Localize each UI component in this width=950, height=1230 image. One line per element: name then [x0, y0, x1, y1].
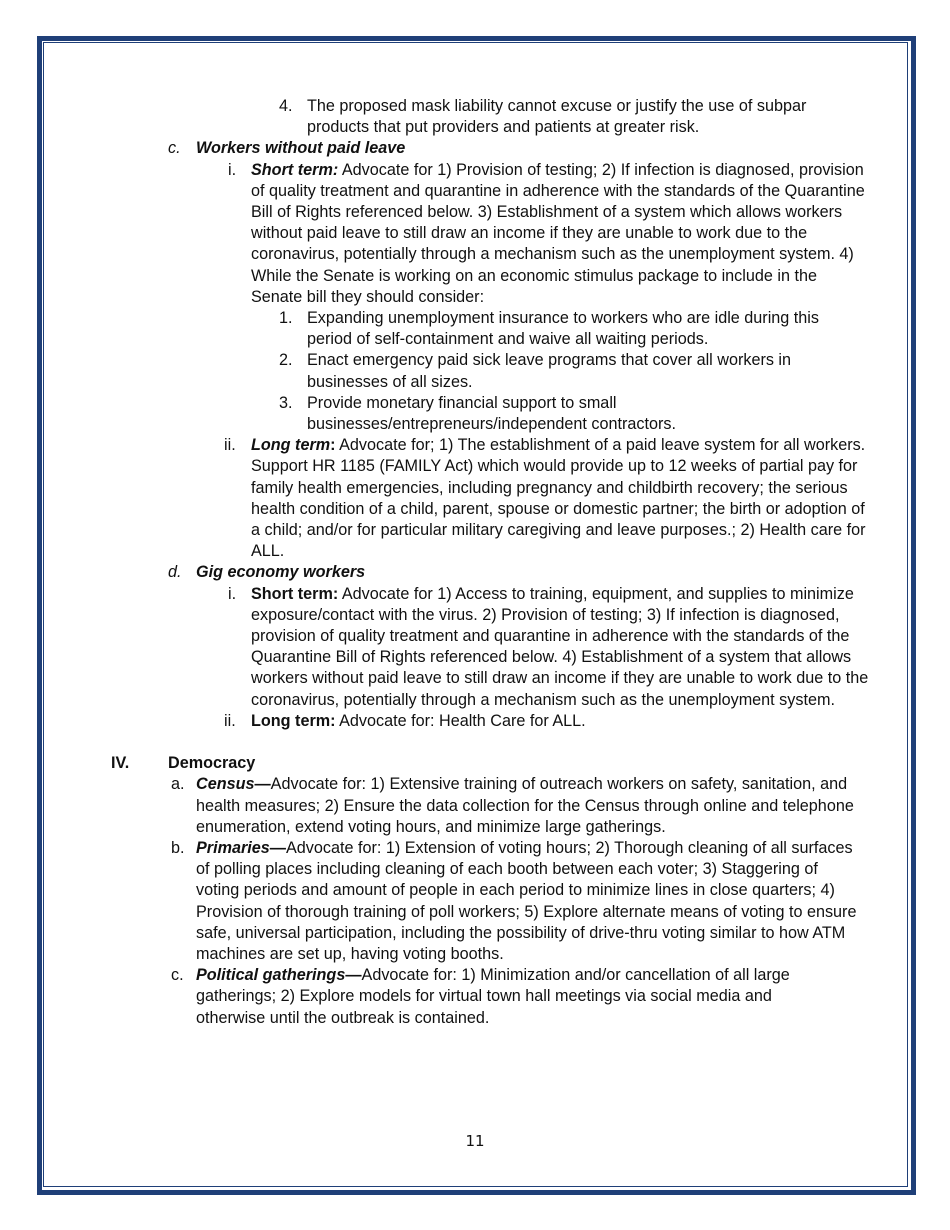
item-label: Political gatherings	[196, 966, 346, 985]
gig-long-term-item	[0, 711, 950, 732]
list-marker: 4.	[279, 97, 293, 115]
democracy-paragraph	[196, 838, 858, 965]
short-term-text: Advocate for 1) Provision of testing; 2) If infection is diagnosed, provision of quality treatment and quarantine in adherence with the standards of the Quarantine Bill of Rights referenced below. 3) Establishment of a system which allows workers without paid leave to still draw an income if they are unable to work due to the coronavirus, potentially through a mechanism such as the unemployment system. 4) While the Senate is working on an economic stimulus package to include in the Senate bill they should consider:	[251, 160, 865, 306]
section-marker: d.	[168, 563, 182, 582]
long-term-item	[0, 435, 950, 562]
item-text: Advocate for: 1) Extensive training of outreach workers on safety, sanitation, and health measures; 2) Ensure the data collection for the Census through online and telephone enumeration, extend voting hours, and minimize large gatherings.	[196, 775, 854, 836]
section-iv-heading	[0, 753, 950, 774]
section-d-heading	[0, 562, 950, 583]
democracy-item-primaries	[0, 838, 950, 965]
roman-marker: i.	[228, 160, 237, 179]
list-marker: 3.	[279, 393, 293, 412]
section-c-heading	[0, 138, 950, 159]
roman-marker: i.	[228, 584, 237, 603]
list-marker: b.	[171, 838, 185, 857]
spacer	[0, 732, 950, 753]
section-title: Gig economy workers	[196, 563, 366, 582]
item-label: Census	[196, 775, 255, 794]
item-label: Primaries	[196, 838, 270, 857]
sub-item-3	[0, 393, 950, 435]
democracy-item-census	[0, 774, 950, 838]
gig-short-term-text: Advocate for 1) Access to training, equipment, and supplies to minimize exposure/contact with the virus. 2) Provision of testing; 3) If infection is diagnosed, provision of quality treatment and quarantine in adherence with the standards of the Quarantine Bill of Rights referenced below. 4) Establishment of a system that allows workers without paid leave to still draw an income if they are unable to work due to the coronavirus, potentially through a mechanism such as the unemployment system.	[251, 584, 869, 709]
democracy-paragraph	[196, 774, 856, 838]
gig-short-term-item	[0, 584, 950, 711]
item-text: Advocate for: 1) Extension of voting hours; 2) Thorough cleaning of all surfaces of polling places including cleaning of each booth between each voter; 3) Staggering of voting periods and amount of people in each period to minimize lines in close quarters; 4) Provision of thorough training of poll workers; 5) Explore alternate means of voting to ensure safe, universal participation, including the possibility of drive-thru voting similar to how ATM machines are set up, having voting booths.	[196, 838, 857, 963]
section-marker: c.	[168, 139, 181, 158]
section-title: Workers without paid leave	[196, 139, 406, 158]
list-text: Expanding unemployment insurance to workers who are idle during this period of self-containment and waive all waiting periods.	[307, 309, 819, 349]
democracy-paragraph	[196, 965, 836, 1029]
list-item-4	[0, 96, 950, 138]
long-term-text: Advocate for; 1) The establishment of a paid leave system for all workers. Support HR 1185 (FAMILY Act) which would provide up to 12 weeks of partial pay for family health emergencies, including pregnancy and childbirth recovery; the serious health condition of a child, parent, spouse or domestic partner; the birth or adoption of a child; and/or for particular military caregiving and leave purposes.; 2) Health care for ALL.	[251, 436, 866, 561]
roman-marker: ii.	[224, 711, 236, 730]
list-marker: a.	[171, 775, 185, 794]
gig-short-term-label: Short term:	[251, 584, 339, 603]
gig-long-term-label: Long term:	[251, 711, 336, 730]
section-title: Democracy	[168, 754, 256, 773]
short-term-item	[0, 160, 950, 308]
sub-item-1	[0, 308, 950, 350]
list-marker: c.	[171, 966, 184, 985]
short-term-paragraph	[251, 160, 869, 308]
list-marker: 1.	[279, 309, 293, 328]
page-number: 11	[465, 1132, 485, 1150]
document-body	[0, 96, 950, 1029]
gig-short-term-paragraph	[251, 584, 871, 711]
item-text: Advocate for: 1) Minimization and/or cancellation of all large gatherings; 2) Explore models for virtual town hall meetings via social media and otherwise until the outbreak is contained.	[196, 966, 790, 1027]
democracy-item-political-gatherings	[0, 965, 950, 1029]
list-text: Enact emergency paid sick leave programs that cover all workers in businesses of all sizes.	[307, 351, 792, 391]
gig-long-term-text: Advocate for: Health Care for ALL.	[335, 711, 586, 730]
long-term-colon: :	[330, 436, 336, 455]
long-term-label: Long term	[251, 436, 331, 455]
item-dash: —	[269, 838, 286, 857]
list-text: Provide monetary financial support to small businesses/entrepreneurs/independent contractors.	[307, 393, 676, 434]
short-term-label: Short term:	[251, 160, 339, 179]
sub-item-2	[0, 350, 950, 392]
gig-long-term-paragraph	[251, 711, 871, 732]
long-term-paragraph	[251, 435, 871, 562]
roman-marker: ii.	[224, 436, 236, 455]
list-marker: 2.	[279, 351, 293, 370]
item-dash: —	[345, 966, 362, 985]
item-dash: —	[254, 775, 271, 794]
list-text: The proposed mask liability cannot excuse or justify the use of subpar products that put providers and patients at greater risk.	[307, 97, 807, 137]
roman-section-marker: IV.	[111, 754, 130, 773]
